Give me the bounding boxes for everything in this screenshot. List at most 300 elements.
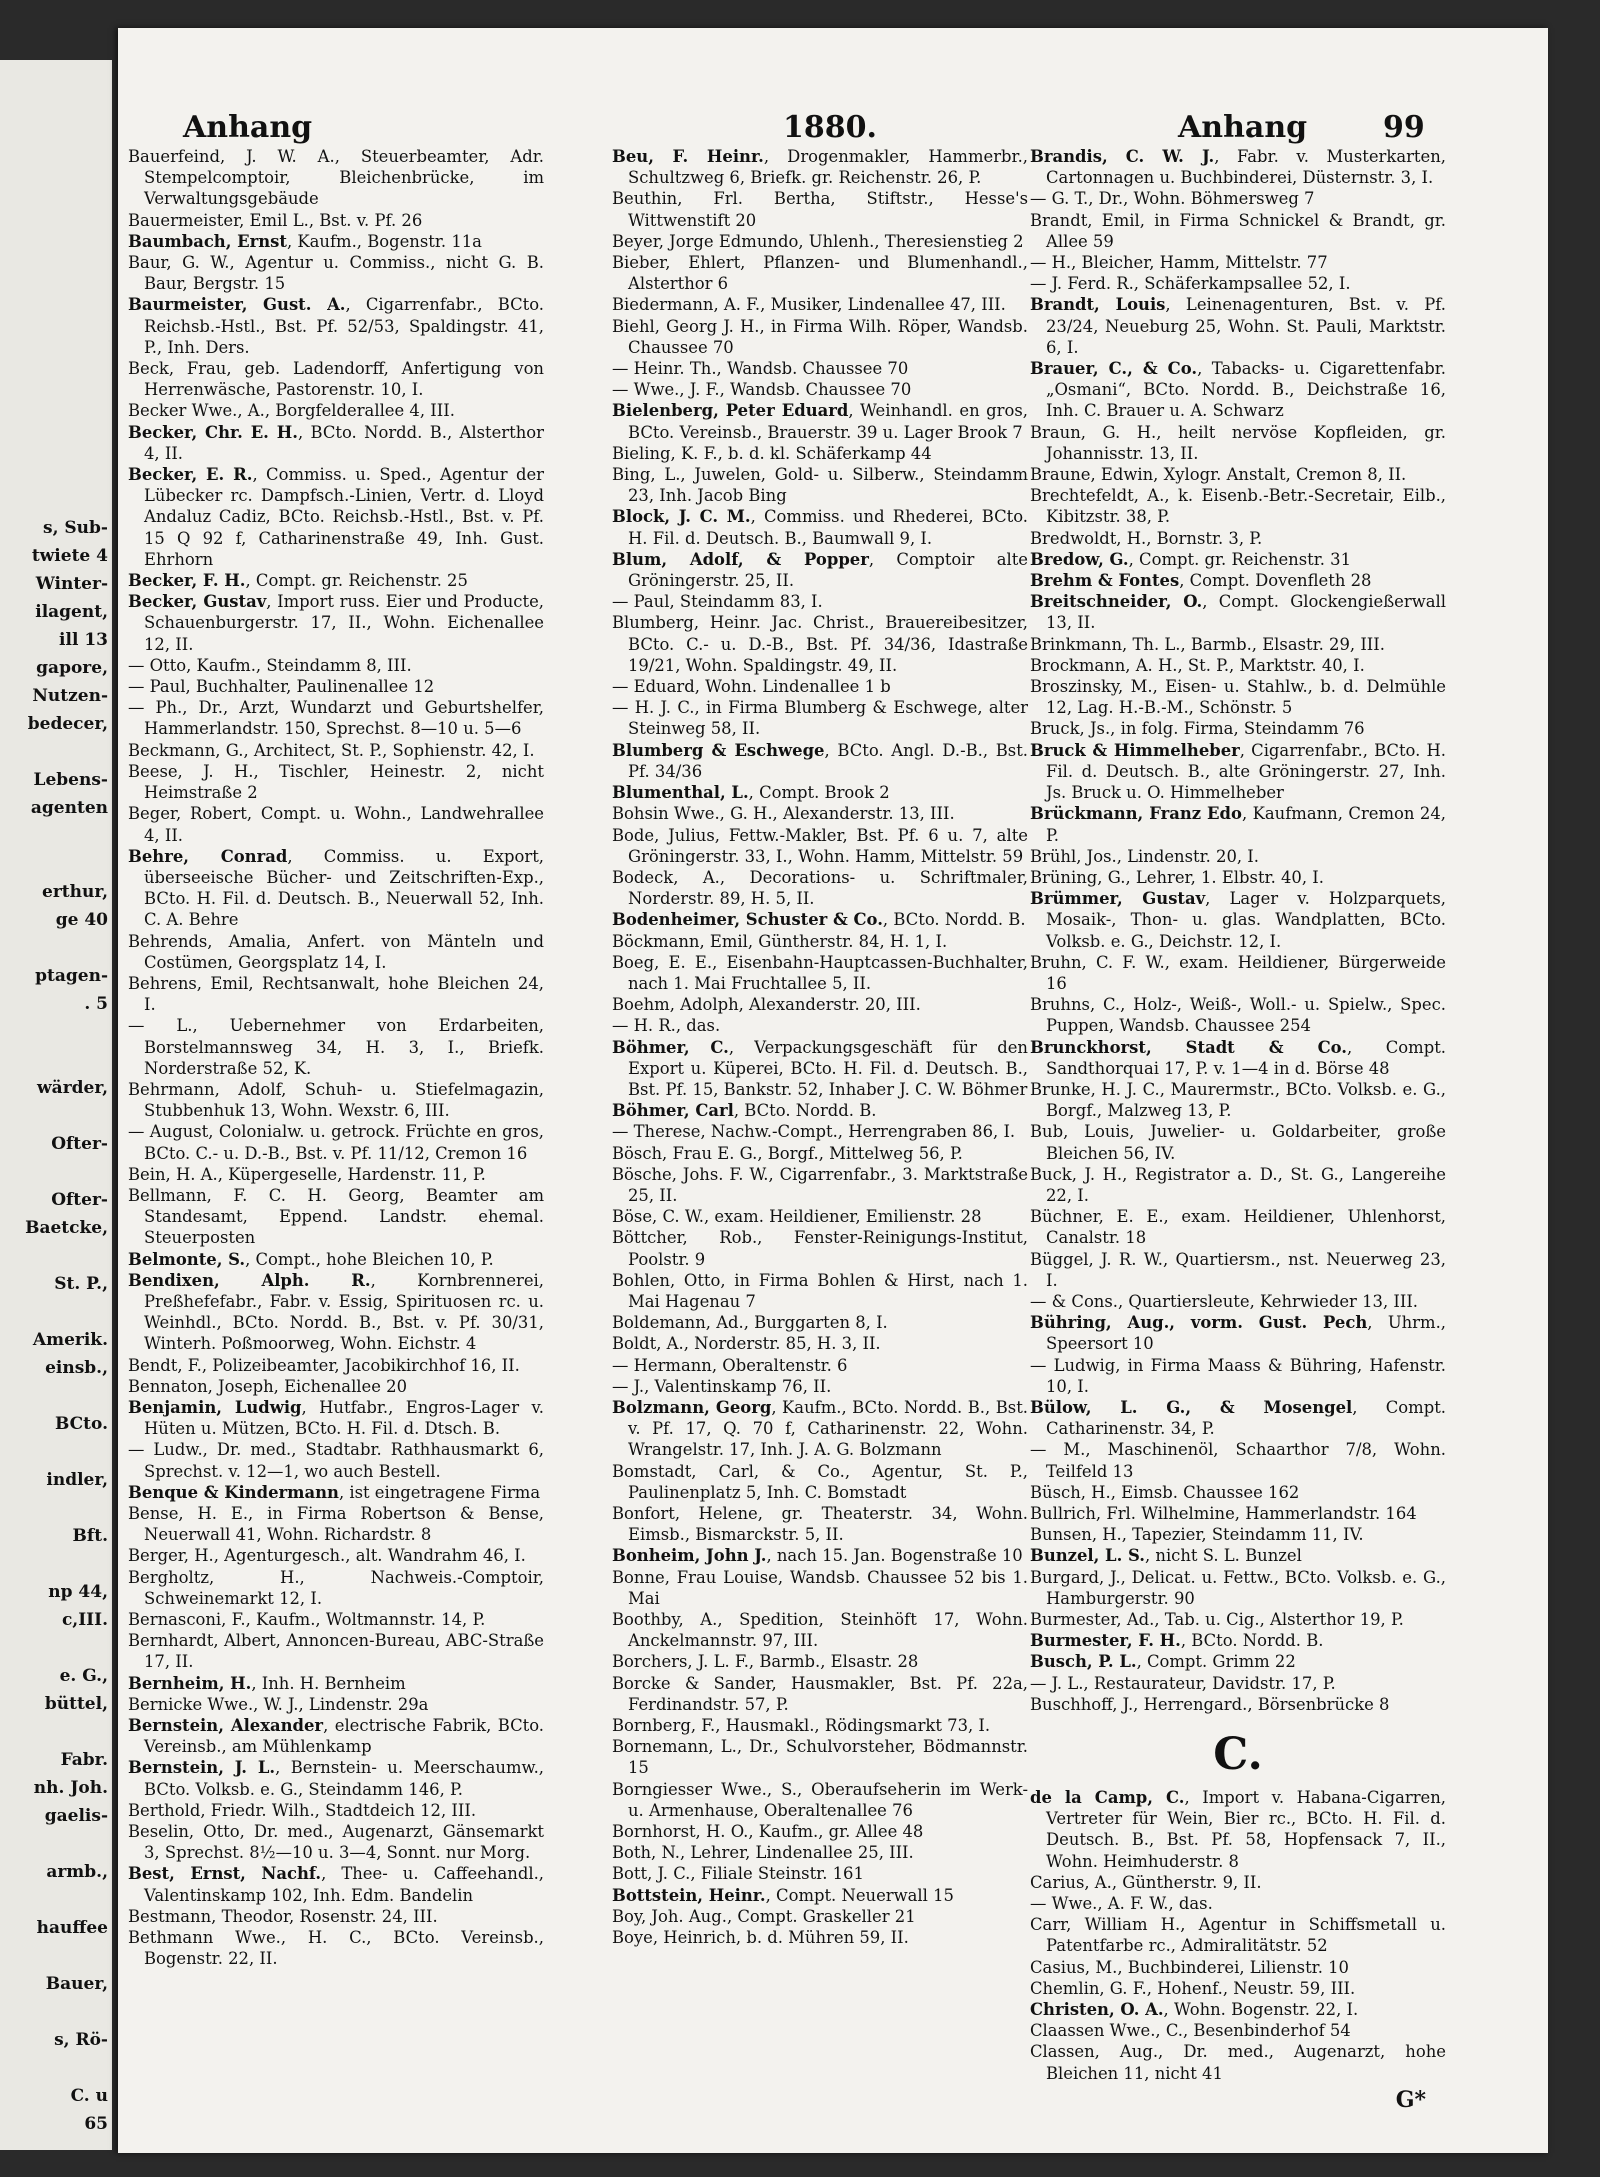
entry-name: Bein, H. A. [128, 1164, 218, 1184]
entry-name: — J. Ferd. R. [1030, 274, 1134, 294]
entry-details: , Kaufmann, Cremon 24, P. [1046, 804, 1446, 845]
entry-name: Bonfort, Helene [612, 1504, 758, 1523]
entry-details: , k. Eisenb.-Betr.-Secretair, Eilb., Kibitzstr. 38, P. [1046, 486, 1446, 527]
entry-name: Boothby, A. [612, 1610, 718, 1630]
directory-entry [128, 1503, 544, 1545]
entry-details: , Dr., Wohn. Böhmersweg 7 [1088, 189, 1315, 209]
entry-details: , Dr. med., Stadtabr. Rathhausmarkt 6, Sprechst. v. 12—1, wo auch Bestell. [144, 1440, 544, 1481]
entry-name: Blum, Adolf, & Popper [612, 549, 869, 569]
entry-name: — L. [128, 1016, 193, 1036]
section-letter-c: C. [1213, 1729, 1263, 1781]
entry-name: Christen, O. A. [1030, 2000, 1164, 2020]
entry-name: Brauer, C., & Co. [1030, 359, 1198, 379]
entry-details: , Tabacks- u. Cigarettenfabr. „Osmani“, BCto. Nordd. B., Deichstraße 16, Inh. C. Brauer u. A. Schwarz [1046, 359, 1446, 421]
entry-details: , Norderstr. 85, H. 3, II. [683, 1334, 881, 1354]
entry-details: , Bst. v. Pf. 26 [308, 210, 423, 230]
entry-name: Busch, P. L. [1030, 1652, 1137, 1672]
entry-details: , Commiss. u. Export, überseeische Bücher- und Zeitschriften-Exp., BCto. H. Fil. d. Deutsch. B., Neuerwall 52, Inh. C. A. Behre [144, 846, 544, 930]
directory-entry [1030, 1978, 1446, 1999]
entry-details: , Lindenstr. 20, I. [1116, 846, 1259, 866]
entry-name: — Otto [128, 655, 187, 675]
entry-name: Becker, Chr. E. H. [128, 422, 298, 442]
prev-page-fragment: Ofter- [51, 1190, 108, 1210]
entry-name: — Wwe., J. F. [612, 380, 720, 400]
directory-entry [612, 1376, 1028, 1397]
entry-name: Borchers, J. L. F. [612, 1652, 749, 1672]
entry-name: Block, J. C. M. [612, 507, 751, 527]
directory-entry [612, 1461, 1028, 1503]
entry-details: , Fenster-Reinigungs-Institut, Poolstr. 9 [628, 1228, 1028, 1269]
directory-entry [128, 1906, 544, 1927]
directory-entry [128, 973, 544, 1015]
entry-name: — Hermann [612, 1355, 712, 1375]
entry-name: Bendixen, Alph. R. [128, 1270, 371, 1290]
directory-entry [128, 464, 544, 570]
entry-details: , Tapezier, Steindamm 11, IV. [1121, 1525, 1364, 1545]
entry-details: , Hammerlandstr. 164 [1234, 1504, 1417, 1523]
directory-entry [612, 1206, 1028, 1227]
entry-name: Biedermann, A. F. [612, 295, 761, 315]
entry-details: , Kaufm., BCto. Nordd. B., Bst. v. Pf. 17, Q. 70 f, Catharinenstr. 22, Wohn. Wrangelstr. 17, Inh. J. A. G. Bolzmann [628, 1397, 1029, 1460]
directory-entry [612, 782, 1028, 803]
entry-details: , Compt. Dovenfleth 28 [1179, 571, 1372, 591]
directory-entry [612, 549, 1028, 591]
entry-details: , Cigarrenfabr., 3. Marktstraße 25, II. [628, 1164, 1028, 1205]
directory-entry [612, 358, 1028, 379]
entry-name: Bense, H. E. [128, 1504, 249, 1523]
entry-details: , Kaufm., Steindamm 8, III. [186, 655, 412, 675]
entry-details: , Borgf., Mittelweg 56, P. [757, 1143, 963, 1163]
entry-name: Becker, Gustav [128, 592, 267, 612]
entry-name: Böse, C. W. [612, 1207, 705, 1227]
directory-entry [1030, 1397, 1446, 1439]
directory-entry [1030, 146, 1446, 188]
prev-page-fragment: ill 13 [59, 630, 108, 650]
directory-entry [128, 231, 544, 252]
entry-details: , Schäferkampsallee 52, I. [1133, 274, 1351, 294]
entry-name: Bülow, L. G., & Mosengel [1030, 1397, 1353, 1417]
entry-name: Bernasconi, F. [128, 1610, 246, 1630]
entry-details: , Compt. Glockengießerwall 13, II. [1046, 592, 1446, 633]
directory-entry [612, 146, 1028, 188]
entry-name: Brehm & Fontes [1030, 571, 1180, 591]
prev-page-fragment: Bft. [72, 1526, 108, 1546]
entry-name: Broszinsky, M. [1030, 677, 1153, 697]
directory-entry [1030, 1630, 1446, 1651]
entry-name: Beck, Frau, geb. Ladendorff [128, 359, 384, 379]
directory-entry [1030, 273, 1446, 294]
entry-details: , Alexanderstr. 20, III. [738, 995, 921, 1015]
directory-entry [1030, 1545, 1446, 1566]
directory-entry [128, 1800, 544, 1821]
entry-details: , Musiker, Lindenallee 47, III. [760, 295, 1006, 315]
entry-details: , Tischler, Heinestr. 2, nicht Heimstraße 2 [144, 761, 544, 803]
directory-entry [128, 294, 544, 358]
directory-entry [1030, 1914, 1446, 1956]
entry-details: , Wandsb. Chaussee 70 [719, 380, 912, 400]
directory-entry [1030, 294, 1446, 358]
entry-details: , in Firma Wilh. Röper, Wandsb. Chaussee 70 [628, 316, 1028, 357]
directory-entry [1030, 2020, 1446, 2041]
directory-entry [1030, 1355, 1446, 1397]
entry-name: Buck, J. H. [1030, 1164, 1123, 1184]
directory-entry [128, 591, 544, 655]
entry-details: , Borgfelderallee 4, III. [264, 401, 455, 421]
entry-name: Brandt, Louis [1030, 295, 1166, 315]
entry-details: , Weinhandl. en gros, BCto. Vereinsb., Brauerstr. 39 u. Lager Brook 7 [628, 401, 1028, 442]
entry-details: , Güntherstr. 84, H. 1, I. [747, 931, 948, 951]
prev-page-fragment: s, Sub- [43, 518, 108, 538]
prev-page-fragment: nh. Joh. [33, 1778, 108, 1798]
entry-name: — Therese [612, 1122, 701, 1142]
directory-entry [128, 1439, 544, 1481]
entry-details: , Hausmakl., Rödingsmarkt 73, I. [715, 1716, 991, 1736]
entry-details: , Augenarzt, Gänsemarkt 3, Sprechst. 8½—10 u. 3—4, Sonnt. nur Morg. [144, 1822, 544, 1863]
directory-entry [128, 1355, 544, 1376]
directory-entry [1030, 1121, 1446, 1163]
entry-name: Bielenberg, Peter Eduard [612, 401, 849, 421]
directory-entry [1030, 1872, 1446, 1893]
prev-page-fragment: indler, [46, 1470, 108, 1490]
directory-entry [1030, 1609, 1446, 1630]
directory-entry [1030, 846, 1446, 867]
entry-name: Bruck & Himmelheber [1030, 740, 1240, 760]
entry-name: Bodenheimer, Schuster & Co. [612, 910, 883, 930]
entry-name: Baur, G. W. [128, 253, 230, 273]
entry-details: , Küpergeselle, Hardenstr. 11, P. [217, 1164, 486, 1184]
directory-entry [1030, 952, 1446, 994]
directory-entry [128, 1270, 544, 1355]
directory-entry [1030, 1439, 1446, 1481]
entry-details: , Agenturgesch., alt. Wandrahm 46, I. [213, 1546, 526, 1566]
directory-entry [612, 252, 1028, 294]
directory-entry [128, 1079, 544, 1121]
entry-details: , Uebernehmer von Erdarbeiten, Borstelmannsweg 34, H. 3, I., Briefk. Norderstraße 52, K. [144, 1016, 544, 1078]
entry-details: , Commiss. und Rhederei, BCto. H. Fil. d. Deutsch. B., Baumwall 9, I. [628, 507, 1028, 548]
entry-details: , Drogenmakler, Hammerbr., Schultzweg 6, Briefk. gr. Reichenstr. 26, P. [628, 147, 1028, 188]
directory-entry [1030, 655, 1446, 676]
directory-entry [1030, 2041, 1446, 2083]
entry-name: — Ph. [128, 698, 183, 718]
entry-details: , Lindenstr. 29a [298, 1694, 429, 1714]
prev-page-fragment: Lebens- [33, 770, 108, 790]
entry-details: , Hutfabr., Engros-Lager v. Hüten u. Mützen, BCto. H. Fil. d. Dtsch. B. [144, 1397, 544, 1439]
entry-details: , Compt. Brook 2 [748, 783, 890, 803]
entry-name: Bott, J. C. [612, 1864, 691, 1884]
entry-details: , b. d. kl. Schäferkamp 44 [717, 443, 932, 463]
entry-details: , Verpackungsgeschäft für den Export u. Küperei, BCto. H. Fil. d. Deutsch. B., Bst. Pf. 15, Bankstr. 52, Inhaber J. C. W. Böhmer [628, 1037, 1028, 1099]
prev-page-fragment: armb., [46, 1862, 108, 1882]
entry-details: , Augenarzt, hohe Bleichen 11, nicht 41 [1046, 2042, 1446, 2083]
directory-entry [612, 591, 1028, 612]
entry-name: Blumberg & Eschwege [612, 740, 825, 760]
directory-entry [612, 1227, 1028, 1269]
directory-entry [612, 1779, 1028, 1821]
directory-entry [612, 400, 1028, 442]
entry-name: Böttcher, Rob. [612, 1228, 758, 1248]
entry-details: , BCto. Angl. D.-B., Bst. Pf. 34/36 [628, 740, 1028, 781]
entry-name: Both, N. [612, 1843, 680, 1863]
entry-name: Bornemann, L. [612, 1737, 737, 1757]
directory-entry [612, 1821, 1028, 1842]
entry-name: Brückmann, Franz Edo [1030, 804, 1242, 824]
directory-entry [612, 1736, 1028, 1778]
directory-entry [612, 1885, 1028, 1906]
entry-details: , in Firma Robertson & Bense, Neuerwall 41, Wohn. Richardstr. 8 [144, 1504, 544, 1545]
entry-name: Bauerfeind, J. W. A. [128, 147, 335, 166]
directory-entry [128, 570, 544, 591]
entry-name: Bottstein, Heinr. [612, 1885, 766, 1905]
entry-details: , Compt. Sandthorquai 17, P. v. 1—4 in d. Börse 48 [1046, 1037, 1446, 1078]
directory-entry [1030, 570, 1446, 591]
entry-name: Burmester, F. H. [1030, 1631, 1181, 1651]
entry-details: , Rechtsanwalt, hohe Bleichen 24, I. [144, 973, 545, 1015]
entry-name: Brühl, Jos. [1030, 846, 1117, 866]
entry-details: , Compt. u. Wohn., Landwehrallee 4, II. [144, 804, 544, 845]
entry-name: — & Cons. [1030, 1291, 1118, 1311]
entry-details: , gr. Theaterstr. 34, Wohn. Eimsb., Bismarckstr. 5, II. [628, 1504, 1028, 1545]
directory-entry [612, 188, 1028, 230]
directory-entry [1030, 591, 1446, 633]
entry-details: , Dr., Arzt, Wundarzt und Geburtshelfer, Hammerlandstr. 150, Sprechst. 8—10 u. 5—6 [144, 698, 544, 739]
entry-name: Bühring, Aug., vorm. Gust. Pech [1030, 1313, 1368, 1333]
entry-name: Brunckhorst, Stadt & Co. [1030, 1037, 1347, 1057]
entry-name: — Paul [612, 592, 670, 612]
directory-entry [1030, 1164, 1446, 1206]
entry-details: , Leinenagenturen, Bst. v. Pf. 23/24, Neueburg 25, Wohn. St. Pauli, Marktstr. 6, I. [1046, 295, 1446, 357]
entry-name: Beu, F. Heinr. [612, 147, 764, 166]
entry-name: — Heinr. Th. [612, 359, 717, 379]
prev-page-fragment: 65 [84, 2114, 108, 2134]
entry-name: — H. R. [612, 1016, 676, 1036]
entry-name: — Eduard [612, 677, 695, 697]
entry-details: , Quartiersm., nst. Neuerweg 23, I. [1046, 1249, 1446, 1290]
entry-details: , Kaufm., Bogenstr. 11a [286, 231, 482, 251]
entry-details: , Wandsb. Chaussee 52 bis 1. Mai [628, 1567, 1029, 1608]
entry-details: , Agentur u. Commiss., nicht G. B. Baur, Bergstr. 15 [144, 253, 545, 294]
entry-name: Bernheim, H. [128, 1673, 252, 1693]
directory-entry [1030, 867, 1446, 888]
entry-name: Berthold, Friedr. Wilh. [128, 1800, 315, 1820]
directory-entry [1030, 549, 1446, 570]
prev-page-fragment: bedecer, [27, 714, 108, 734]
entry-name: Behrends, Amalia [128, 931, 287, 951]
entry-name: Beuthin, Frl. Bertha [612, 189, 831, 209]
directory-entry [128, 1164, 544, 1185]
directory-entry [1030, 528, 1446, 549]
entry-name: Boy, Joh. Aug. [612, 1906, 727, 1926]
prev-page-fragment: Winter- [35, 574, 108, 594]
entry-details: , Besenbinderhof 54 [1183, 2021, 1351, 2041]
entry-details: , Wohn. Bogenstr. 22, I. [1163, 2000, 1359, 2020]
directory-entry [1030, 1291, 1446, 1312]
entry-name: Bieling, K. F. [612, 443, 718, 463]
entry-name: Bodeck, A. [612, 867, 720, 887]
page-number: 99 [1383, 110, 1425, 145]
entry-name: Bösche, Johs. F. W. [612, 1164, 769, 1184]
directory-entry [612, 1015, 1028, 1036]
entry-details: , Kaufm., gr. Allee 48 [748, 1822, 924, 1842]
entry-name: Bredwoldt, H. [1030, 528, 1147, 548]
entry-name: Bode, Julius [612, 825, 715, 845]
entry-details: , Architect, St. P., Sophienstr. 42, I. [243, 740, 535, 760]
entry-details: , in Firma Bohlen & Hirst, nach 1. Mai Hagenau 7 [628, 1270, 1028, 1311]
directory-entry [1030, 718, 1446, 739]
directory-entry [612, 697, 1028, 739]
entry-name: Büggel, J. R. W. [1030, 1249, 1163, 1269]
prev-page-fragment: agenten [30, 798, 108, 818]
entry-details: , Thee- u. Caffeehandl., Valentinskamp 102, Inh. Edm. Bandelin [144, 1864, 544, 1905]
entry-details: , Valentinskamp 76, II. [644, 1376, 832, 1396]
entry-details: , Barmb., Elsastr. 29, III. [1180, 634, 1385, 654]
prev-page-fragment: gaelis- [44, 1806, 108, 1826]
entry-details: , Colonialw. u. getrock. Früchte en gros, BCto. C.- u. D.-B., Bst. v. Pf. 11/12, Cremon 16 [144, 1122, 544, 1163]
directory-entry [612, 825, 1028, 867]
directory-entry [612, 443, 1028, 464]
entry-details: , in Firma Schnickel & Brandt, gr. Allee 59 [1046, 210, 1446, 251]
directory-entry [1030, 464, 1446, 485]
directory-entry [1030, 1999, 1446, 2020]
directory-entry [612, 1355, 1028, 1376]
directory-entry [1030, 994, 1446, 1036]
entry-details: , Nachw.-Compt., Herrengraben 86, I. [700, 1122, 1016, 1142]
directory-entry [128, 252, 544, 294]
entry-details: , Maschinenöl, Schaarthor 7/8, Wohn. Teilfeld 13 [1046, 1440, 1446, 1481]
column-2 [612, 146, 1028, 1948]
entry-name: Bing, L. [612, 465, 681, 485]
entry-details: , Pflanzen- und Blumenhandl., Alsterthor 6 [628, 253, 1028, 294]
entry-details: , nicht S. L. Bunzel [1144, 1546, 1302, 1566]
directory-entry [128, 740, 544, 761]
entry-details: , BCto. Nordd. B., Alsterthor 4, II. [144, 422, 544, 463]
directory-entry [1030, 485, 1446, 527]
directory-entry [612, 1100, 1028, 1121]
entry-details: , Stiftstr., Hesse's Wittwenstift 20 [628, 189, 1028, 230]
entry-details: , Compt., hohe Bleichen 10, P. [245, 1249, 494, 1269]
directory-entry [1030, 1651, 1446, 1672]
entry-name: Boldt, A. [612, 1334, 684, 1354]
directory-entry [1030, 1893, 1446, 1914]
entry-details: , Anfertigung von Herrenwäsche, Pastorenstr. 10, I. [144, 359, 544, 400]
entry-name: Classen, Aug., Dr. med. [1030, 2042, 1269, 2062]
entry-details: , Compt. Grimm 22 [1136, 1652, 1296, 1672]
entry-details: , Spedition, Steinhöft 17, Wohn. Anckelmannstr. 97, III. [628, 1610, 1028, 1651]
directory-entry [1030, 1524, 1446, 1545]
directory-entry [1030, 676, 1446, 718]
entry-name: Bruck, Js. [1030, 719, 1111, 739]
entry-name: Becker Wwe., A. [128, 401, 265, 421]
entry-details: , Bernstein- u. Meerschaumw., BCto. Volksb. e. G., Steindamm 146, P. [144, 1758, 544, 1799]
directory-entry [1030, 1673, 1446, 1694]
directory-entry [1030, 1787, 1446, 1872]
entry-details: , Decorations- u. Schriftmaler, Norderstr. 89, H. 5, II. [628, 867, 1028, 909]
entry-details: , Wohn. Lindenallee 1 b [694, 677, 891, 697]
entry-details: , Holz-, Weiß-, Woll.- u. Spielw., Spec. Puppen, Wandsb. Chaussee 254 [1046, 995, 1446, 1036]
entry-details: , Agentur in Schiffsmetall u. Patentfarbe rc., Admiralitätstr. 52 [1046, 1915, 1446, 1956]
entry-details: , das. [1168, 1894, 1213, 1914]
entry-details: , Xylogr. Anstalt, Cremon 8, II. [1153, 465, 1407, 485]
entry-details: , Barmb., Elsastr. 28 [748, 1652, 919, 1672]
entry-details: , Eisenbahn-Hauptcassen-Buchhalter, nach 1. Mai Fruchtallee 5, II. [628, 952, 1028, 993]
directory-entry [128, 1630, 544, 1672]
entry-details: , electrische Fabrik, BCto. Vereinsb., am Mühlenkamp [144, 1716, 544, 1757]
entry-name: Böhmer, C. [612, 1037, 729, 1057]
entry-name: Bennaton, Joseph [128, 1376, 274, 1396]
entry-name: — H. J. C. [612, 698, 695, 718]
entry-name: Claassen Wwe., C. [1030, 2021, 1183, 2041]
prev-page-fragment: Ofter- [51, 1134, 108, 1154]
directory-entry [128, 676, 544, 697]
directory-entry [612, 1609, 1028, 1651]
directory-entry [612, 909, 1028, 930]
entry-details: , Cigarrenfabr., BCto. Reichsb.-Hstl., Bst. Pf. 52/53, Spaldingstr. 41, P., Inh. Ders. [144, 295, 544, 357]
directory-entry [1030, 1957, 1446, 1978]
entry-name: Beese, J. H. [128, 761, 254, 781]
entry-name: Bohsin Wwe., G. H. [612, 804, 773, 824]
entry-details: , Stadtdeich 12, III. [314, 1800, 477, 1820]
entry-details: , Buchhalter, Paulinenallee 12 [185, 677, 435, 697]
prev-page-fragment: gapore, [36, 658, 108, 678]
entry-details: , in Firma Blumberg & Eschwege, alter Steinweg 58, II. [628, 698, 1028, 739]
entry-name: Büchner, E. E. [1030, 1207, 1164, 1227]
entry-details: , Juwelier- u. Goldarbeiter, große Bleichen 56, IV. [1046, 1122, 1447, 1163]
directory-entry [612, 316, 1028, 358]
entry-name: — Paul [128, 677, 186, 697]
directory-entry [1030, 1482, 1446, 1503]
entry-details: , Brauereibesitzer, BCto. C.- u. D.-B., Bst. Pf. 34/36, Idastraße 19/21, Wohn. Spaldingstr. 49, II. [628, 613, 1028, 675]
entry-name: Bruhn, C. F. W. [1030, 952, 1165, 972]
entry-details: , Kaufm., Woltmannstr. 14, P. [245, 1610, 486, 1630]
prev-page-fragment: ge 40 [55, 910, 108, 930]
entry-name: Belmonte, S. [128, 1249, 246, 1269]
directory-entry [612, 994, 1028, 1015]
directory-entry [1030, 888, 1446, 952]
entry-name: — Wwe., A. F. W. [1030, 1894, 1169, 1914]
directory-entry [1030, 634, 1446, 655]
entry-details: , Nachweis.-Comptoir, Schweinemarkt 12, I. [144, 1567, 544, 1608]
entry-details: , Bleicher, Hamm, Mittelstr. 77 [1071, 253, 1328, 273]
entry-name: Casius, M. [1030, 1957, 1118, 1977]
directory-entry [612, 1863, 1028, 1884]
prev-page-fragment: Amerik. [32, 1330, 108, 1350]
entry-details: , Annoncen-Bureau, ABC-Straße 17, II. [144, 1631, 544, 1672]
directory-entry [128, 1397, 544, 1439]
entry-details: , Steuerbeamter, Adr. Stempelcomptoir, Bleichenbrücke, im Verwaltungsgebäude [144, 147, 544, 209]
entry-name: Bunzel, L. S. [1030, 1546, 1145, 1566]
entry-name: Brandis, C. W. J. [1030, 147, 1215, 166]
entry-details: , Uhlenh., Theresienstieg 2 [798, 231, 1024, 251]
entry-details: , das. [675, 1016, 721, 1036]
entry-name: Brümmer, Gustav [1030, 889, 1206, 909]
entry-name: Berger, H. [128, 1546, 214, 1566]
directory-entry [128, 422, 544, 464]
entry-name: Bendt, F. [128, 1355, 202, 1375]
prev-page-fragment: erthur, [42, 882, 108, 902]
entry-name: Büsch, H. [1030, 1482, 1111, 1502]
directory-entry [128, 1609, 544, 1630]
directory-entry [128, 803, 544, 845]
directory-entry [1030, 1503, 1446, 1524]
directory-entry [128, 1545, 544, 1566]
entry-name: Bonne, Frau Louise [612, 1567, 778, 1587]
entry-name: Böckmann, Emil [612, 931, 748, 951]
entry-name: Buschhoff, J. [1030, 1694, 1134, 1714]
entry-details: , Eisen- u. Stahlw., b. d. Delmühle 12, Lag. H.-B.-M., Schönstr. 5 [1046, 677, 1447, 718]
entry-details: , Tab. u. Cig., Alsterthor 19, P. [1154, 1610, 1404, 1630]
entry-name: — H. [1030, 253, 1072, 273]
entry-name: Beselin, Otto, Dr. med. [128, 1822, 329, 1842]
directory-entry [128, 1863, 544, 1905]
